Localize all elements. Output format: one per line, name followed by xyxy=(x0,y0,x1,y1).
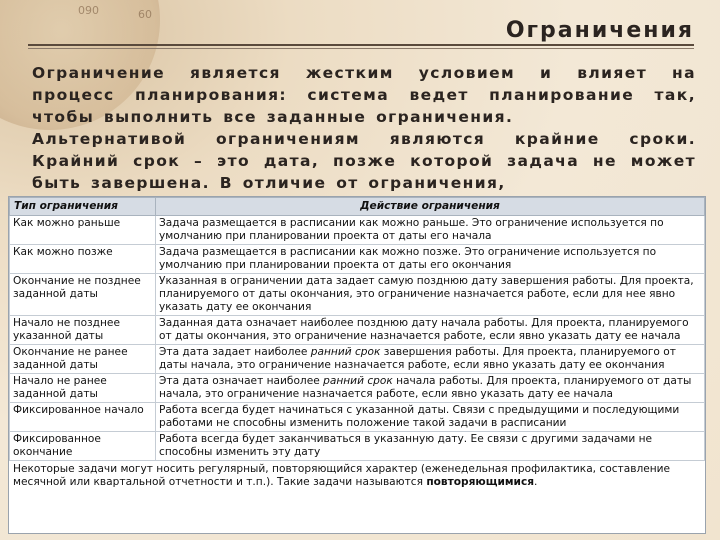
table-row xyxy=(10,403,705,432)
table-row xyxy=(10,316,705,345)
table-row xyxy=(10,345,705,374)
cell-action xyxy=(156,374,705,403)
title-underline xyxy=(28,44,694,46)
cell-type: Окончание не позднее заданной даты xyxy=(10,274,156,316)
cell-action-text: Эта дата задает наиболее xyxy=(159,346,311,358)
table-header-row xyxy=(10,198,705,216)
cell-type: Окончание не ранее заданной даты xyxy=(10,345,156,374)
cell-type: Как можно позже xyxy=(10,245,156,274)
cell-action: Задача размещается в расписании как можно раньше. Это ограничение используется по умолчанию при планировании проекта от даты его начала xyxy=(156,216,705,245)
constraints-table xyxy=(8,196,706,534)
cell-action: Задача размещается в расписании как можно позже. Это ограничение используется по умолчанию при планировании проекта от даты его окончания xyxy=(156,245,705,274)
cell-type: Начало не позднее указанной даты xyxy=(10,316,156,345)
cell-action-text: Эта дата означает наиболее xyxy=(159,375,324,387)
cell-action: Работа всегда будет начинаться с указанной даты. Связи с предыдущими и последующими работами не способны изменить положение такой задачи в расписании xyxy=(156,403,705,432)
compass-mark: 60 xyxy=(138,8,152,21)
cell-action: Заданная дата означает наиболее позднюю дату начала работы. Для проекта, планируемого от даты окончания, это ограничение назначается работе, если явно указать дату ее начала xyxy=(156,316,705,345)
table-row xyxy=(10,245,705,274)
paragraph-constraints: Ограничение является жестким условием и влияет на процесс планирования: система ведет планирование так, чтобы выполнить все заданные ограничения. xyxy=(32,64,696,126)
table-row xyxy=(10,432,705,461)
table-footnote xyxy=(9,461,705,491)
table-row xyxy=(10,216,705,245)
cell-action-text: завершения работы. Для проекта, планируемого от даты начала, это ограничение назначается работе, если явно указать дату ее окончания xyxy=(159,346,676,371)
slide-title: Ограничения xyxy=(505,18,694,43)
cell-action-text: начала работы. Для проекта, планируемого от даты начала, это ограничение назначается работе, если явно указать дату ее начала xyxy=(159,375,692,400)
cell-type: Начало не ранее заданной даты xyxy=(10,374,156,403)
cell-action xyxy=(156,345,705,374)
cell-action: Работа всегда будет заканчиваться в указанную дату. Ее связи с другими задачами не способны изменить эту дату xyxy=(156,432,705,461)
footnote-bold-term: повторяющимися xyxy=(426,476,535,488)
cell-action-emphasis: ранний срок xyxy=(323,375,393,387)
table-row xyxy=(10,374,705,403)
cell-action: Указанная в ограничении дата задает самую позднюю дату завершения работы. Для проекта, планируемого от даты окончания, это ограничение назначается работе, если для нее явно указать дату ее окончания xyxy=(156,274,705,316)
cell-type: Как можно раньше xyxy=(10,216,156,245)
paragraph-deadlines: Альтернативой ограничениям являются крайние сроки. Крайний срок – это дата, позже которой задача не может быть завершена. В отличие от ограничения, xyxy=(32,130,696,192)
cell-type: Фиксированное начало xyxy=(10,403,156,432)
compass-mark: 090 xyxy=(78,4,99,17)
header-constraint-type: Тип ограничения xyxy=(10,198,156,216)
header-constraint-action: Действие ограничения xyxy=(156,198,705,216)
title-underline-thin xyxy=(28,48,694,49)
cell-type: Фиксированное окончание xyxy=(10,432,156,461)
table-row xyxy=(10,274,705,316)
cell-action-emphasis: ранний срок xyxy=(310,346,381,358)
footnote-text: Некоторые задачи могут носить регулярный, повторяющийся характер (еженедельная профилактика, составление месячной или квартальной отчетности и т.п.). Такие задачи называются xyxy=(13,463,671,488)
footnote-end: . xyxy=(534,476,538,488)
